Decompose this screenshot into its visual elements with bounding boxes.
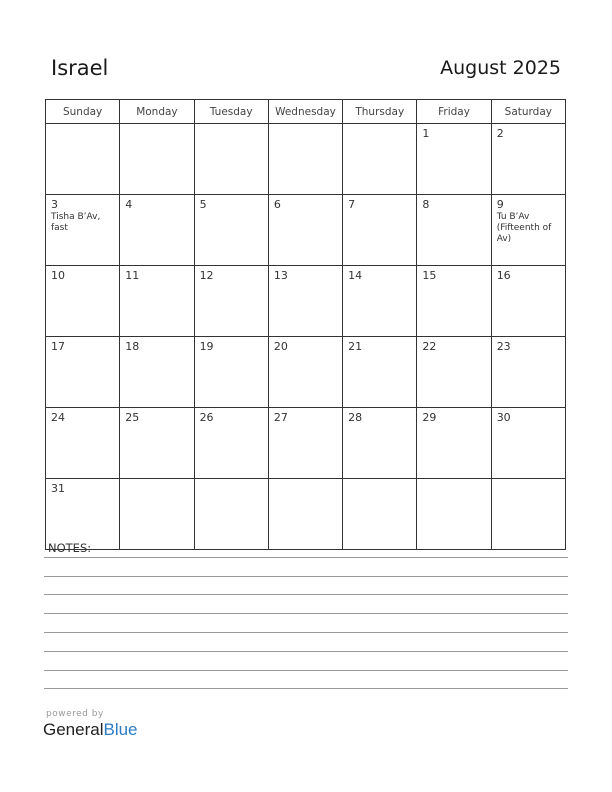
- day-number: 23: [496, 340, 511, 353]
- day-number: 16: [496, 269, 511, 282]
- note-line: [44, 576, 568, 577]
- day-cell: [417, 337, 491, 408]
- day-number: 12: [199, 269, 214, 282]
- note-line: [44, 670, 568, 671]
- weekday-thursday: Thursday: [343, 100, 417, 124]
- day-number: 4: [125, 198, 133, 211]
- note-line: [44, 688, 568, 689]
- brand-general: General: [43, 720, 104, 739]
- day-number: 11: [125, 269, 140, 282]
- day-number: 13: [273, 269, 288, 282]
- day-number: 10: [51, 269, 65, 282]
- weekday-monday: Monday: [120, 100, 194, 124]
- day-cell: [268, 195, 342, 266]
- day-cell: [194, 479, 268, 550]
- day-cell: [343, 479, 417, 550]
- country-title: Israel: [51, 56, 109, 80]
- day-cell: [120, 266, 194, 337]
- weekday-tuesday: Tuesday: [194, 100, 268, 124]
- day-cell: [46, 195, 120, 266]
- note-line: [44, 651, 568, 652]
- day-cell: [120, 337, 194, 408]
- day-number: 18: [125, 340, 140, 353]
- day-number: 14: [348, 269, 363, 282]
- holiday-label: Tu B’Av (Fifteenth of Av): [496, 212, 552, 244]
- day-number: 9: [496, 198, 504, 211]
- day-cell: [417, 408, 491, 479]
- week-row-2: [46, 195, 566, 266]
- day-cell: [268, 337, 342, 408]
- day-number: 22: [422, 340, 437, 353]
- notes-label: NOTES:: [48, 541, 92, 555]
- day-number: 2: [496, 127, 504, 140]
- calendar-grid: [45, 99, 566, 550]
- week-row-4: [46, 337, 566, 408]
- month-year-title: August 2025: [440, 57, 561, 79]
- day-cell: [491, 479, 565, 550]
- day-cell: [46, 124, 120, 195]
- day-cell: [491, 408, 565, 479]
- day-cell: [417, 479, 491, 550]
- note-line: [44, 613, 568, 614]
- weekday-saturday: Saturday: [491, 100, 565, 124]
- day-cell: [343, 124, 417, 195]
- day-cell: [491, 124, 565, 195]
- day-number: 28: [348, 411, 363, 424]
- day-cell: [491, 195, 565, 266]
- day-cell: [194, 124, 268, 195]
- day-cell: [46, 266, 120, 337]
- brand-blue: Blue: [103, 720, 138, 739]
- weekday-friday: Friday: [417, 100, 491, 124]
- day-number: 21: [348, 340, 363, 353]
- note-line: [44, 632, 568, 633]
- day-cell: [268, 479, 342, 550]
- day-number: 30: [496, 411, 511, 424]
- day-cell: [417, 266, 491, 337]
- day-cell: [120, 479, 194, 550]
- day-number: 17: [51, 340, 65, 353]
- day-number: 24: [51, 411, 65, 424]
- day-number: 31: [51, 482, 65, 495]
- day-cell: [194, 266, 268, 337]
- day-cell: [268, 408, 342, 479]
- day-number: 29: [422, 411, 437, 424]
- note-line: [44, 594, 568, 595]
- day-cell: [120, 124, 194, 195]
- weekday-wednesday: Wednesday: [268, 100, 342, 124]
- week-row-1: [46, 124, 566, 195]
- day-number: 7: [348, 198, 356, 211]
- day-cell: [268, 124, 342, 195]
- powered-by-text: powered by: [46, 709, 104, 719]
- day-cell: [194, 337, 268, 408]
- week-row-6: [46, 479, 566, 550]
- day-cell: [46, 337, 120, 408]
- day-number: 8: [422, 198, 430, 211]
- day-cell: [343, 408, 417, 479]
- note-line: [44, 557, 568, 558]
- holiday-label: Tisha B’Av, fast: [51, 212, 101, 233]
- day-number: 5: [199, 198, 207, 211]
- day-cell: [46, 479, 120, 550]
- day-cell: [417, 195, 491, 266]
- day-number: 15: [422, 269, 437, 282]
- day-cell: [491, 266, 565, 337]
- day-number: 1: [422, 127, 430, 140]
- day-cell: [417, 124, 491, 195]
- day-cell: [343, 266, 417, 337]
- weekday-sunday: Sunday: [46, 100, 120, 124]
- day-cell: [194, 408, 268, 479]
- day-number: 6: [273, 198, 281, 211]
- day-cell: [491, 337, 565, 408]
- day-cell: [46, 408, 120, 479]
- weekday-header-row: [46, 100, 566, 124]
- day-number: 20: [273, 340, 288, 353]
- day-number: 19: [199, 340, 214, 353]
- day-number: 26: [199, 411, 214, 424]
- day-number: 27: [273, 411, 288, 424]
- day-cell: [343, 195, 417, 266]
- day-cell: [268, 266, 342, 337]
- day-cell: [343, 337, 417, 408]
- day-number: 25: [125, 411, 140, 424]
- day-cell: [120, 408, 194, 479]
- week-row-5: [46, 408, 566, 479]
- generalblue-logo[interactable]: [43, 720, 138, 740]
- week-row-3: [46, 266, 566, 337]
- day-cell: [194, 195, 268, 266]
- day-cell: [120, 195, 194, 266]
- day-number: 3: [51, 198, 58, 211]
